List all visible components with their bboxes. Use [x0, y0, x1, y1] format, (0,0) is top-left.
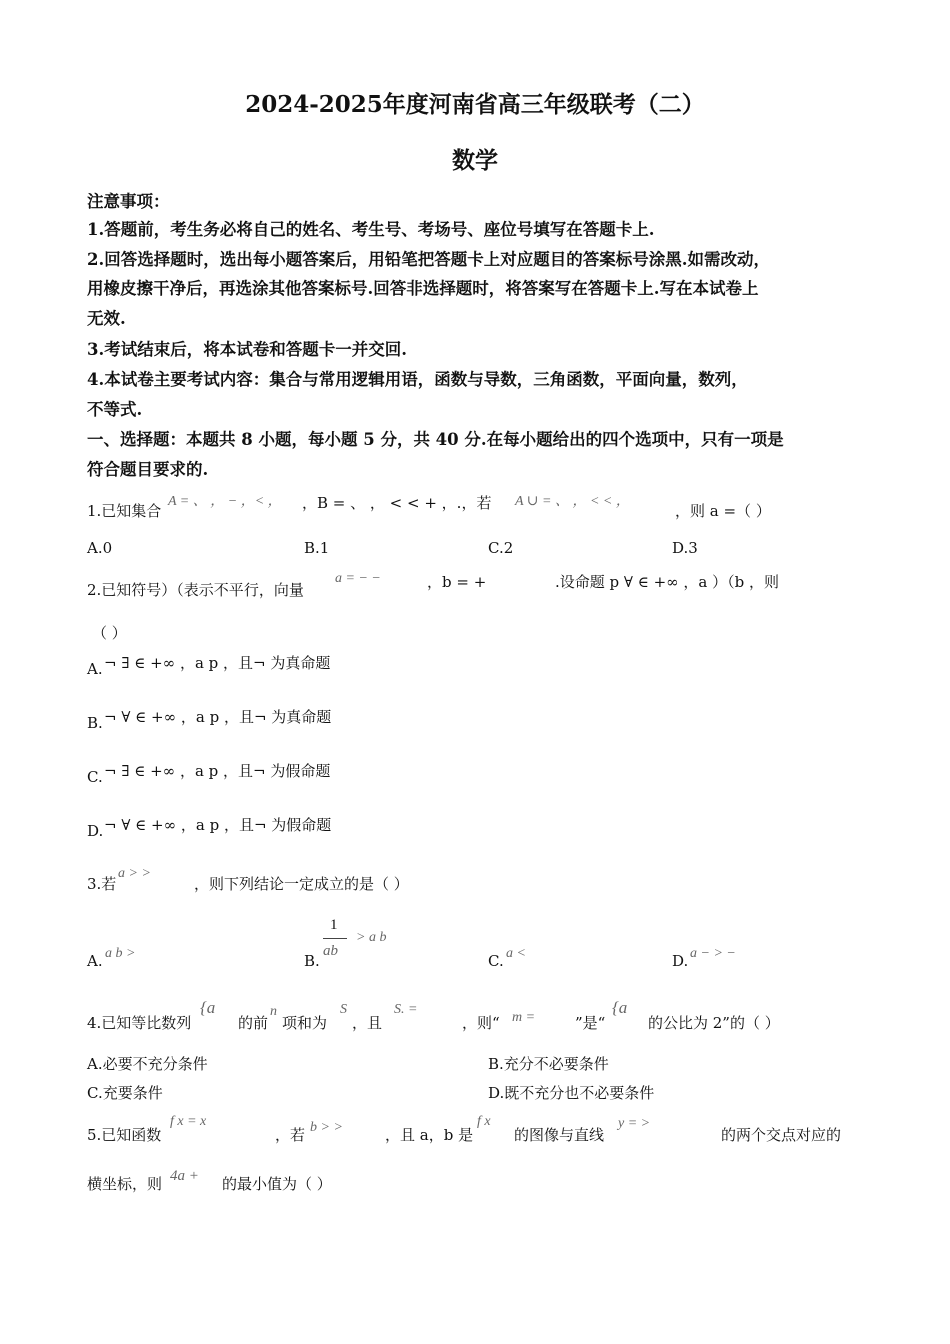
q2-answer-paren: （ ） [92, 624, 127, 642]
q5-line-y: y = > [618, 1116, 651, 1131]
question-2-text: 2.已知符号）（表示不平行，向量 [87, 581, 304, 599]
q5-expression: 4a + [170, 1168, 199, 1184]
q3-option-c-formula: a < [506, 946, 526, 961]
q1-set-a: A = 、 ， − ，< ， [168, 494, 282, 509]
q5-mid-2: ，且 a，b 是 [385, 1126, 474, 1144]
note-item-2-line3: 无效. [87, 309, 126, 328]
q5-function: f x = x [170, 1114, 207, 1129]
q4-option-c: C.充要条件 [87, 1084, 163, 1102]
q1-union: A ∪ = 、 ， < < ， [515, 494, 630, 509]
question-1-text: 1.已知集合 [87, 502, 162, 520]
q1-option-a: A.0 [87, 539, 113, 557]
q5-line2-end: 的最小值为（ ） [222, 1175, 332, 1193]
q2-option-c-label: C. [87, 768, 103, 786]
q4-option-b: B.充分不必要条件 [488, 1055, 609, 1073]
q1-option-b: B.1 [304, 539, 330, 557]
q4-mid-2: 项和为 [282, 1014, 328, 1032]
exam-title: 2024-2025年度河南省高三年级联考（二） [245, 91, 705, 118]
q3-option-b-rest: > a b [356, 930, 387, 945]
q4-option-d: D.既不充分也不必要条件 [488, 1084, 655, 1102]
q2-option-c-formula: ¬ ∃ ∈ +∞ ，a p ，且¬ 为假命题 [104, 762, 331, 780]
q5-function-2: f x [477, 1114, 491, 1129]
q4-tail: 的公比为 2”的（ ） [648, 1014, 780, 1032]
q3-option-d-label: D. [672, 952, 689, 970]
q3-option-b-label: B. [304, 952, 320, 970]
q2-option-b-label: B. [87, 714, 103, 732]
q5-mid-3: 的图像与直线 [514, 1126, 605, 1144]
note-item-3: 3.考试结束后，将本试卷和答题卡一并交回. [87, 340, 407, 359]
q2-option-a-formula: ¬ ∃ ∈ +∞ ，a p ，且¬ 为真命题 [104, 654, 331, 672]
note-item-4-line1: 4.本试卷主要考试内容：集合与常用逻辑用语，函数与导数，三角函数，平面向量，数列， [87, 370, 748, 389]
q4-mid-4: ，则“ [462, 1014, 500, 1032]
q2-vector-a: a = − − [335, 571, 381, 586]
q2-option-a-label: A. [87, 660, 103, 678]
q4-sequence-2: {a [612, 998, 628, 1017]
question-3-text: 3.若 [87, 875, 117, 893]
note-item-2-line1: 2.回答选择题时，选出每小题答案后，用铅笔把答题卡上对应题目的答案标号涂黑.如需改动， [87, 250, 770, 269]
q5-tail: 的两个交点对应的 [721, 1126, 842, 1144]
q3-tail: ，则下列结论一定成立的是（ ） [194, 875, 409, 893]
q3-option-a-formula: a b > [105, 946, 136, 961]
note-item-2-line2: 用橡皮擦干净后，再选涂其他答案标号.回答非选择题时，将答案写在答题卡上.写在本试卷上 [87, 279, 759, 298]
q4-mid-3: ，且 [352, 1014, 383, 1032]
q3-option-d-formula: a − > − [690, 946, 736, 961]
notes-heading: 注意事项： [87, 192, 170, 211]
question-4-text: 4.已知等比数列 [87, 1014, 192, 1032]
q4-option-a: A.必要不充分条件 [87, 1055, 208, 1073]
section-heading-line2: 符合题目要求的. [87, 460, 209, 479]
q5-line2-start: 横坐标，则 [87, 1175, 163, 1193]
q2-option-d-formula: ¬ ∀ ∈ +∞ ，a p ，且¬ 为假命题 [104, 816, 332, 834]
q4-sequence: {a [200, 998, 216, 1017]
q1-option-c: C.2 [488, 539, 514, 557]
q4-m: m = [512, 1010, 536, 1025]
q4-mid-5: ”是“ [575, 1014, 606, 1032]
section-heading-line1: 一、选择题：本题共 8 小题，每小题 5 分，共 40 分.在每小题给出的四个选项中，只有一项是 [87, 430, 784, 449]
q3-option-c-label: C. [488, 952, 504, 970]
q5-mid-1: ，若 [275, 1126, 306, 1144]
q4-S: S [340, 1002, 347, 1017]
subject-title: 数学 [452, 147, 498, 174]
q3-option-b-numerator: 1 [330, 917, 338, 933]
q3-option-b-fraction-bar [323, 938, 347, 939]
q1-tail: ，则 a =（ ） [675, 502, 771, 520]
question-5-text: 5.已知函数 [87, 1126, 162, 1144]
note-item-4-line2: 不等式. [87, 400, 143, 419]
note-item-1: 1.答题前，考生务必将自己的姓名、考生号、考场号、座位号填写在答题卡上. [87, 220, 655, 239]
q2-option-d-label: D. [87, 822, 104, 840]
q2-option-b-formula: ¬ ∀ ∈ +∞ ，a p ，且¬ 为真命题 [104, 708, 332, 726]
q2-proposition: .设命题 p ∀ ∈ +∞ ，a ）（b ，则 [555, 573, 780, 591]
q1-option-d: D.3 [672, 539, 698, 557]
q1-set-b: ，B = 、 ， < < + ，.，若 [302, 494, 492, 512]
q3-condition: a > > [118, 866, 151, 881]
q4-n: n [270, 1004, 277, 1019]
q2-vector-b: ，b = + [427, 573, 487, 591]
q3-option-a-label: A. [87, 952, 103, 970]
q3-option-b-denominator: ab [323, 943, 338, 959]
q5-condition: b > > [310, 1120, 343, 1135]
q4-Sn: S. = [394, 1002, 418, 1017]
q4-mid-1: 的前 [238, 1014, 269, 1032]
